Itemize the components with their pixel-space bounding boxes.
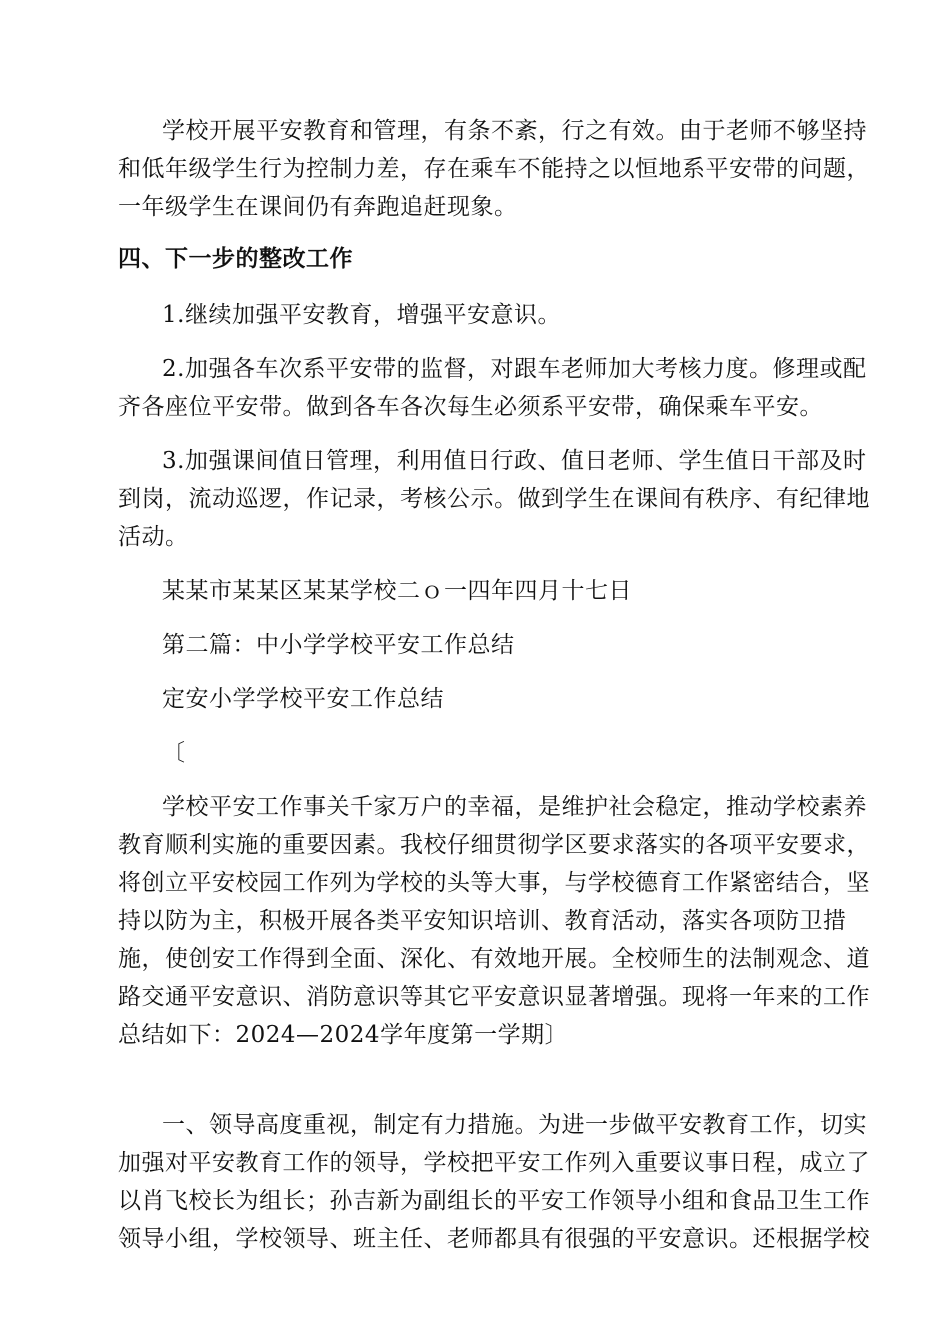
text-line: 总结如下：2024—2024学年度第一学期〕 (118, 1022, 569, 1048)
text-line: 以肖飞校长为组长；孙吉新为副组长的平安工作领导小组和食品卫生工作 (118, 1188, 870, 1214)
article-title (118, 626, 838, 664)
body-paragraph (118, 112, 870, 226)
list-item (118, 296, 838, 334)
bracket-line (118, 734, 838, 772)
heading-text: 四、下一步的整改工作 (118, 246, 353, 272)
text-line: 一年级学生在课间仍有奔跑追赶现象。 (118, 194, 518, 220)
text-line: 一、领导高度重视，制定有力措施。为进一步做平安教育工作，切实 (162, 1112, 867, 1138)
section-heading (118, 240, 838, 278)
signature-date (118, 572, 838, 610)
text-line: 齐各座位平安带。做到各车各次每生必须系平安带，确保乘车平安。 (118, 394, 823, 420)
text-line: 第二篇：中小学学校平安工作总结 (162, 632, 515, 658)
text-line: 3.加强课间值日管理，利用值日行政、值日老师、学生值日干部及时 (162, 448, 867, 474)
text-line: 〔 (162, 740, 186, 766)
text-line: 1.继续加强平安教育，增强平安意识。 (162, 302, 561, 328)
text-line: 某某市某某区某某学校二ｏ一四年四月十七日 (162, 578, 632, 604)
list-item (118, 442, 870, 556)
article-subtitle (118, 680, 838, 718)
text-line: 2.加强各车次系平安带的监督，对跟车老师加大考核力度。修理或配 (162, 356, 867, 382)
text-line: 到岗，流动巡逻，作记录，考核公示。做到学生在课间有秩序、有纪律地 (118, 486, 870, 512)
text-line: 和低年级学生行为控制力差，存在乘车不能持之以恒地系平安带的问题， (118, 156, 870, 182)
text-line: 活动。 (118, 524, 189, 550)
text-line: 路交通平安意识、消防意识等其它平安意识显著增强。现将一年来的工作 (118, 984, 870, 1010)
text-line: 定安小学学校平安工作总结 (162, 686, 444, 712)
text-line: 学校开展平安教育和管理，有条不紊，行之有效。由于老师不够坚持 (162, 118, 867, 144)
text-line: 学校平安工作事关千家万户的幸福，是维护社会稳定，推动学校素养 (162, 794, 867, 820)
text-line: 持以防为主，积极开展各类平安知识培训、教育活动，落实各项防卫措 (118, 908, 847, 934)
body-paragraph (118, 788, 870, 1054)
text-line: 施，使创安工作得到全面、深化、有效地开展。全校师生的法制观念、道 (118, 946, 870, 972)
text-line: 领导小组，学校领导、班主任、老师都具有很强的平安意识。还根据学校 (118, 1226, 870, 1252)
text-line: 教育顺利实施的重要因素。我校仔细贯彻学区要求落实的各项平安要求， (118, 832, 870, 858)
body-paragraph (118, 1106, 870, 1258)
text-line: 将创立平安校园工作列为学校的头等大事，与学校德育工作紧密结合，坚 (118, 870, 870, 896)
text-line: 加强对平安教育工作的领导，学校把平安工作列入重要议事日程，成立了 (118, 1150, 870, 1176)
list-item (118, 350, 867, 426)
